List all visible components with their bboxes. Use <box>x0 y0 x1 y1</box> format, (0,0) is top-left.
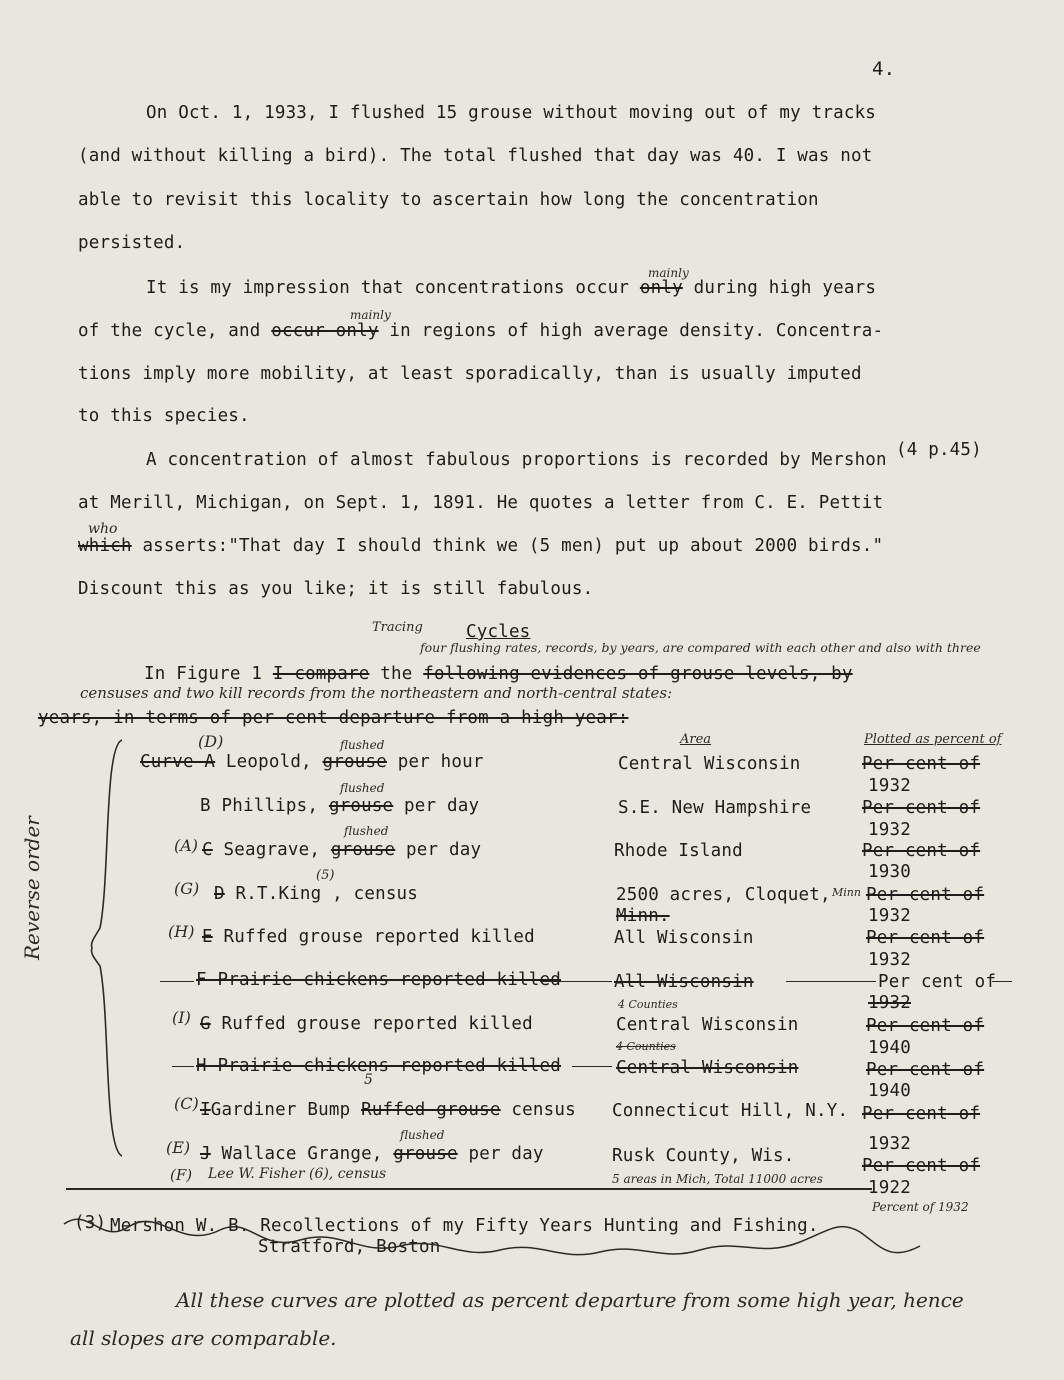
row-struck: grouse <box>328 796 394 816</box>
row-10-year: 1922 <box>868 1178 911 1198</box>
row-8-base: Per cent of <box>866 1060 985 1080</box>
row-text: Gardiner Bump <box>210 1100 351 1120</box>
row-letter: B <box>200 796 211 816</box>
handwritten-insertion: Tracing <box>372 620 423 635</box>
struck-word: only <box>639 278 683 298</box>
row-insertion: (5) <box>316 868 335 883</box>
text: of the cycle, and <box>78 321 261 341</box>
row-text: Ruffed grouse reported killed <box>221 1014 533 1034</box>
row-text: per day <box>404 796 480 816</box>
paragraph-2-line-1 <box>146 278 876 298</box>
row-text: census <box>511 1100 576 1120</box>
page-number: 4. <box>872 58 896 80</box>
row-4-area: 2500 acres, Cloquet, <box>616 885 831 905</box>
row-6-base <box>878 972 996 992</box>
row-7-area-insertion: 4 Counties <box>618 998 678 1011</box>
row-text: per hour <box>397 752 484 772</box>
row-7-area: Central Wisconsin <box>616 1015 799 1035</box>
closing-note-line-2: all slopes are comparable. <box>70 1326 337 1350</box>
row-letter: D <box>214 884 225 904</box>
row-6-year-struck: 1932 <box>868 993 911 1013</box>
row-3 <box>202 840 481 860</box>
strike-line <box>172 1066 194 1067</box>
citation-reference: (4 p.45) <box>896 440 982 460</box>
footnote-rule <box>66 1188 872 1190</box>
column-header-area: Area <box>680 732 712 747</box>
row-text: per day <box>468 1144 544 1164</box>
row-struck: grouse <box>393 1144 458 1164</box>
text: It is my impression that concentrations occur <box>146 278 630 298</box>
row-insertion: flushed <box>340 781 385 795</box>
row-3-base: Per cent of <box>862 841 981 861</box>
paragraph-1-line-2: (and without killing a bird). The total flushed that day was 40. I was not <box>78 146 873 166</box>
row-letter: I <box>200 1100 211 1120</box>
row-4-area-struck: Minn. <box>616 906 670 926</box>
closing-note-line-1: All these curves are plotted as percent departure from some high year, hence <box>176 1288 964 1312</box>
row-insertion: flushed <box>340 738 385 752</box>
handwritten-insertion-line-2: censuses and two kill records from the northeastern and north-central states: <box>80 684 673 702</box>
row-2-area: S.E. New Hampshire <box>618 798 812 818</box>
row-10 <box>200 1144 544 1164</box>
struck-words: following evidences of grouse levels, by <box>423 664 853 684</box>
row-letter: E <box>202 927 213 947</box>
paragraph-3-line-2: at Merill, Michigan, on Sept. 1, 1891. He quotes a letter from C. E. Pettit <box>78 493 884 513</box>
row-11-text: Lee W. Fisher (6), census <box>208 1166 387 1182</box>
paragraph-3-line-3 <box>78 536 883 556</box>
handwritten-insertion: mainly <box>350 308 391 322</box>
row-9-year: 1932 <box>868 1134 911 1154</box>
scribble-strike <box>60 1196 960 1272</box>
row-label-handwritten: (I) <box>172 1008 191 1027</box>
paragraph-1-line-3: able to revisit this locality to ascertain how long the concentration <box>78 190 819 210</box>
paragraph-2-line-4: to this species. <box>78 406 250 426</box>
row-4 <box>214 884 418 904</box>
paragraph-3-line-4: Discount this as you like; it is still fabulous. <box>78 579 594 599</box>
row-insertion: 5 <box>364 1072 373 1088</box>
row-8-struck: H Prairie chickens reported killed <box>196 1056 562 1076</box>
strike-line <box>786 981 876 982</box>
row-struck: Ruffed grouse <box>361 1100 501 1120</box>
strike-line <box>160 981 194 982</box>
row-8-area-struck: Central Wisconsin <box>616 1058 799 1078</box>
row-label-handwritten: (E) <box>166 1138 191 1157</box>
strike-line <box>540 981 612 982</box>
strike-line <box>992 981 1012 982</box>
figure-intro-line-2: years, in terms of per cent departure from a high year: <box>38 708 629 728</box>
margin-note-reverse-order: Reverse order <box>20 816 44 960</box>
row-11-area: 5 areas in Mich, Total 11000 acres <box>612 1172 823 1186</box>
text: In Figure 1 <box>144 664 263 684</box>
row-2 <box>200 796 479 816</box>
row-text: Seagrave, <box>223 840 321 860</box>
row-1-year: 1932 <box>868 776 911 796</box>
row-struck: grouse <box>322 752 387 772</box>
row-7-year: 1940 <box>868 1038 911 1058</box>
row-letter: C <box>202 840 213 860</box>
row-1 <box>140 752 484 772</box>
row-text: Phillips, <box>221 796 319 816</box>
row-6-struck: F Prairie chickens reported killed <box>196 970 562 990</box>
row-insertion: flushed <box>400 1128 445 1142</box>
row-9 <box>200 1100 576 1120</box>
row-label-handwritten: (D) <box>198 732 224 751</box>
row-6-base-text: Per cent of <box>878 972 997 992</box>
row-11-year: Percent of 1932 <box>872 1200 969 1214</box>
row-6-area-struck: All Wisconsin <box>614 972 754 992</box>
row-text: , census <box>332 884 419 904</box>
paragraph-1-line-1: On Oct. 1, 1933, I flushed 15 grouse without moving out of my tracks <box>146 103 877 123</box>
row-9-area: Connecticut Hill, N.Y. <box>612 1101 849 1121</box>
handwritten-insertion: mainly <box>648 266 689 280</box>
text: during high years <box>693 278 877 298</box>
row-label-handwritten: (A) <box>174 836 199 855</box>
footnote-number: (3) <box>74 1213 107 1233</box>
struck-word: which <box>78 536 132 556</box>
figure-intro-line-1 <box>144 664 853 684</box>
footnote-line-1: Mershon W. B. Recollections of my Fifty Years Hunting and Fishing. <box>110 1216 819 1236</box>
row-5-area: All Wisconsin <box>614 928 754 948</box>
row-7-base: Per cent of <box>866 1016 985 1036</box>
row-4-area-insertion: Minn <box>832 886 861 899</box>
column-header-plotted: Plotted as percent of <box>864 732 1002 747</box>
row-9-base: Per cent of <box>862 1104 981 1124</box>
text: asserts:"That day I should think we (5 men) put up about 2000 birds." <box>142 536 884 556</box>
row-text: per day <box>406 840 482 860</box>
row-label-handwritten: (C) <box>174 1094 199 1113</box>
row-1-area: Central Wisconsin <box>618 754 801 774</box>
row-letter: J <box>200 1144 211 1164</box>
row-4-base: Per cent of <box>866 885 985 905</box>
row-2-base: Per cent of <box>862 798 981 818</box>
row-3-area: Rhode Island <box>614 841 743 861</box>
struck-words: I compare <box>272 664 370 684</box>
text: in regions of high average density. Concentra- <box>389 321 884 341</box>
handwritten-insertion: who <box>88 521 118 537</box>
row-5-base: Per cent of <box>866 928 985 948</box>
row-4-year: 1932 <box>868 906 911 926</box>
row-letter: Curve A <box>140 752 216 772</box>
handwritten-insertion-line-1: four flushing rates, records, by years, are compared with each other and also with three <box>420 640 981 655</box>
paragraph-1-line-4: persisted. <box>78 233 186 253</box>
row-text: Leopold, <box>225 752 312 772</box>
footnote-line-2: Stratford, Boston <box>258 1237 441 1257</box>
row-insertion: flushed <box>344 824 389 838</box>
row-10-base: Per cent of <box>862 1156 981 1176</box>
row-10-area: Rusk County, Wis. <box>612 1146 795 1166</box>
row-text: R.T.King <box>235 884 322 904</box>
bracket-brace <box>88 738 128 1158</box>
struck-words: occur only <box>271 321 379 341</box>
text: the <box>380 664 413 684</box>
row-label-handwritten: (F) <box>170 1166 193 1184</box>
row-letter: G <box>200 1014 211 1034</box>
row-label-handwritten: (G) <box>174 879 200 898</box>
row-3-year: 1930 <box>868 862 911 882</box>
row-8-year: 1940 <box>868 1081 911 1101</box>
row-5-year: 1932 <box>868 950 911 970</box>
row-label-handwritten: (H) <box>168 922 195 941</box>
row-struck: grouse <box>330 840 396 860</box>
row-8-area-insertion: 4 Counties <box>616 1040 676 1053</box>
paragraph-2-line-2 <box>78 321 883 341</box>
paragraph-2-line-3: tions imply more mobility, at least sporadically, than is usually imputed <box>78 364 862 384</box>
paragraph-3-line-1: A concentration of almost fabulous proportions is recorded by Mershon <box>146 450 887 470</box>
row-text: Wallace Grange, <box>221 1144 383 1164</box>
strike-line <box>572 1066 612 1067</box>
row-2-year: 1932 <box>868 820 911 840</box>
row-1-base: Per cent of <box>862 754 981 774</box>
row-text: Ruffed grouse reported killed <box>223 927 535 947</box>
section-heading: Cycles <box>466 622 531 642</box>
row-5 <box>202 927 535 947</box>
row-7 <box>200 1014 533 1034</box>
